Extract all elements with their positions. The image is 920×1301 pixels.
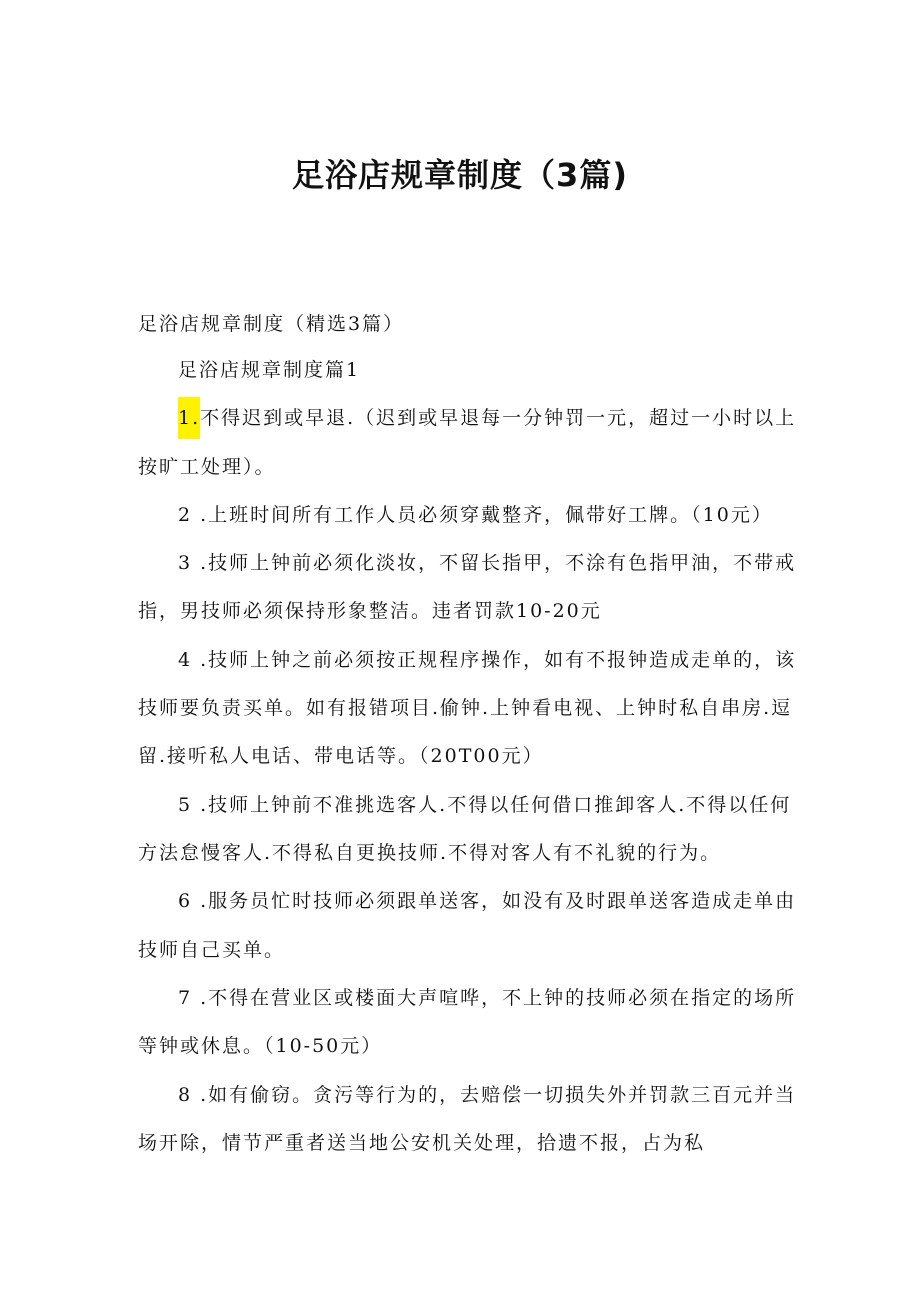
item-text-continued: 留.接听私人电话、带电话等。（20T00元）	[138, 745, 544, 767]
document-subtitle: 足浴店规章制度（精选3篇）	[138, 313, 405, 335]
highlighted-item-number: 1.	[178, 397, 200, 439]
list-item	[178, 406, 796, 430]
item-text-continued: 指，男技师必须保持形象整洁。违者罚款10-20元	[138, 600, 602, 622]
list-item: 3 .技师上钟前必须化淡妆，不留长指甲，不涂有色指甲油，不带戒	[178, 552, 797, 574]
item-text-continued: 按旷工处理）。	[138, 456, 276, 478]
list-item: 8 .如有偷窃。贪污等行为的，去赔偿一切损失外并罚款三百元并当	[178, 1084, 797, 1106]
item-text-continued: 技师要负责买单。如有报错项目.偷钟.上钟看电视、上钟时私自串房.逗	[138, 697, 793, 719]
list-item: 7 .不得在营业区或楼面大声喧哗，不上钟的技师必须在指定的场所	[178, 987, 797, 1009]
section-heading: 足浴店规章制度篇1	[178, 359, 361, 381]
item-text-continued: 等钟或休息。（10-50元）	[138, 1035, 383, 1057]
list-item: 5 .技师上钟前不准挑选客人.不得以任何借口推卸客人.不得以任何	[178, 794, 792, 816]
list-item: 2 .上班时间所有工作人员必须穿戴整齐，佩带好工牌。（10元）	[178, 504, 773, 526]
list-item: 6 .服务员忙时技师必须跟单送客，如没有及时跟单送客造成走单由	[178, 890, 797, 912]
item-text-continued: 技师自己买单。	[138, 939, 286, 961]
item-text-continued: 场开除，情节严重者送当地公安机关处理，拾遗不报，占为私	[138, 1132, 706, 1154]
list-item: 4 .技师上钟之前必须按正规程序操作，如有不报钟造成走单的，该	[178, 649, 797, 671]
item-text: 不得迟到或早退.（迟到或早退每一分钟罚一元，超过一小时以上	[200, 407, 797, 429]
document-title: 足浴店规章制度（3篇)	[292, 156, 628, 194]
item-text-continued: 方法怠慢客人.不得私自更换技师.不得对客人有不礼貌的行为。	[138, 842, 722, 864]
